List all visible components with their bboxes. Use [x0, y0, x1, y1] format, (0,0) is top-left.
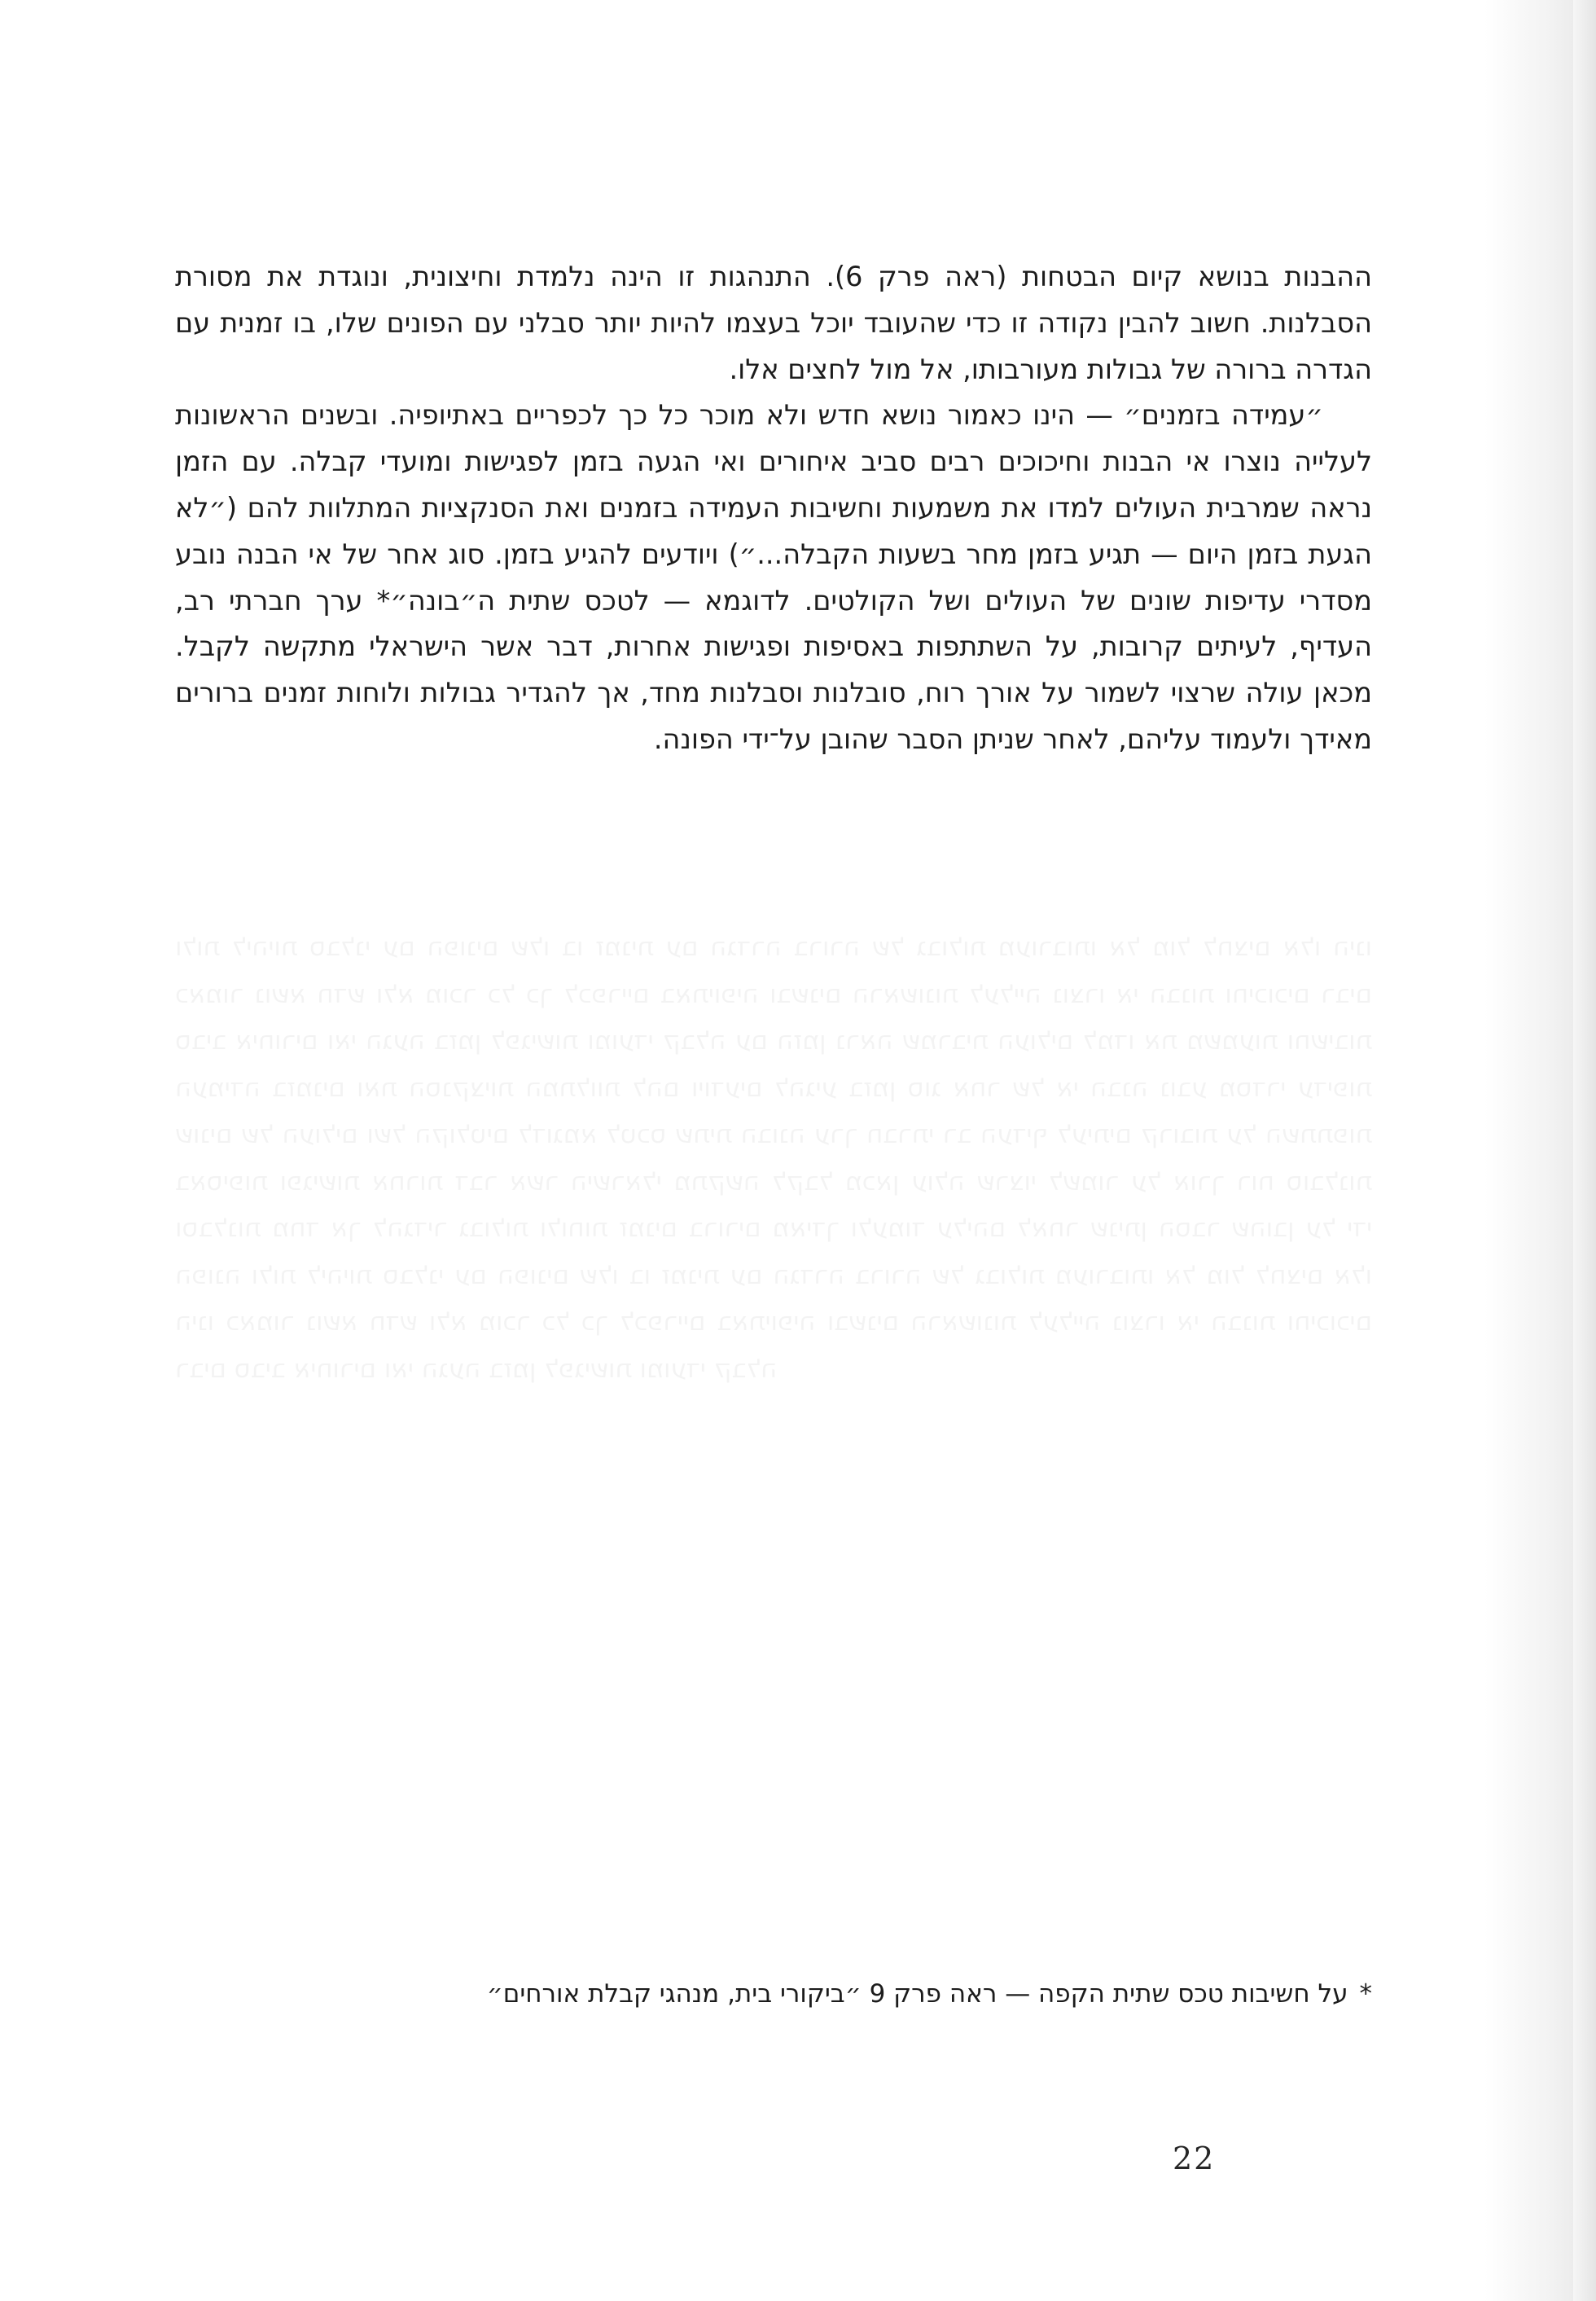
footnote-mark: *: [1359, 1979, 1372, 2009]
paragraph-2: ״עמידה בזמנים״ — הינו כאמור נושא חדש ולא מוכר כל כך לכפריים באתיופיה. ובשנים הראשונות לעלייה נוצרו אי הבנות וחיכוכים רבים סביב איחורים ואי הגעה בזמן לפגישות ומועדי קבלה. עם הזמן נראה שמרבית העולים למדו את משמעות וחשיבות העמידה בזמנים ואת הסנקציות המתלוות להם (״לא הגעת בזמן היום — תגיע בזמן מחר בשעות הקבלה...״) ויודעים להגיע בזמן. סוג אחר של אי הבנה נובע מסדרי עדיפות שונים של העולים ושל הקולטים. לדוגמא — לטכס שתית ה״בונה״* ערך חברתי רב, העדיף, לעיתים קרובות, על השתתפות באסיפות ופגישות אחרות, דבר אשר הישראלי מתקשה לקבל. מכאן עולה שרצוי לשמור על אורך רוח, סובלנות וסבלנות מחד, אך להגדיר גבולות ולוחות זמנים ברורים מאידך ולעמוד עליהם, לאחר שניתן הסבר שהובן על־ידי הפונה.: [175, 399, 1372, 755]
paragraph-1: ההבנות בנושא קיום הבטחות (ראה פרק 6). התנהגות זו הינה נלמדת וחיצונית, ונוגדת את מסורת הסבלנות. חשוב להבין נקודה זו כדי שהעובד יוכל בעצמו להיות יותר סבלני עם הפונים שלו, בו זמנית עם הגדרה ברורה של גבולות מעורבותו, אל מול לחצים אלו.: [175, 261, 1372, 385]
page-edge-shadow: [1573, 0, 1596, 2301]
page-number: 22: [1173, 2141, 1216, 2176]
footnote: [175, 1971, 1372, 2017]
footnote-text: על חשיבות טכס שתית הקפה — ראה פרק 9 ״ביקורי בית, מנהגי קבלת אורחים״: [486, 1979, 1348, 2009]
reverse-side-bleed-through: [175, 924, 1372, 1393]
body-text: [175, 254, 1372, 763]
